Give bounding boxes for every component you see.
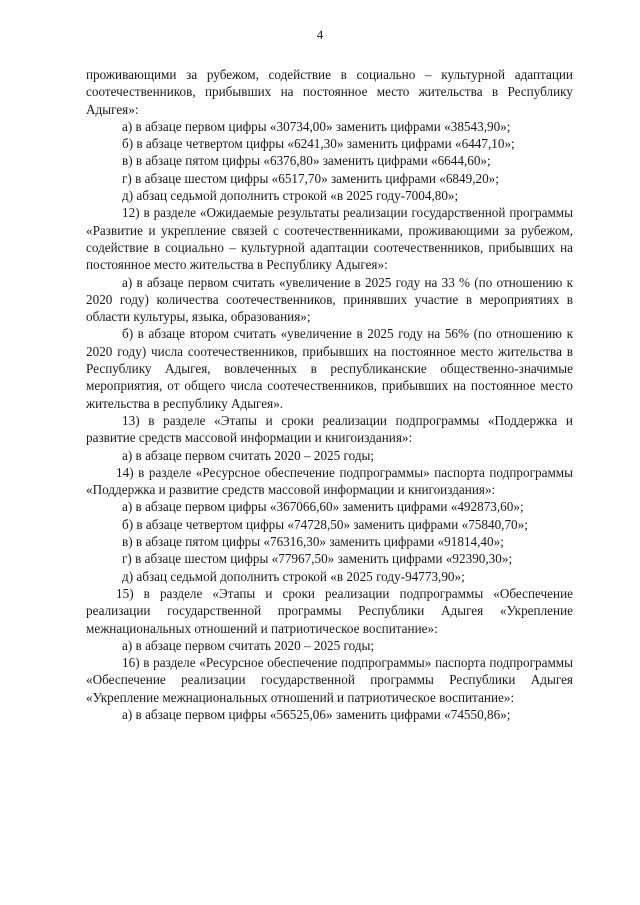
paragraph: а) в абзаце первом цифры «30734,00» заменить цифрами «38543,90»; bbox=[122, 118, 511, 134]
paragraph: в) в абзаце пятом цифры «6376,80» заменить цифрами «6644,60»; bbox=[122, 153, 491, 169]
paragraph: а) в абзаце первом цифры «367066,60» заменить цифрами «492873,60»; bbox=[122, 499, 524, 515]
paragraph: д) абзац седьмой дополнить строкой «в 2025 году-7004,80»; bbox=[122, 188, 459, 204]
paragraph: б) в абзаце четвертом цифры «6241,30» заменить цифрами «6447,10»; bbox=[122, 136, 515, 152]
paragraph: 16) в разделе «Ресурсное обеспечение подпрограммы» паспорта подпрограммы «Обеспечение реализации государственной программы Республики Адыгея «Укрепление межнациональных отношений и патриотическое воспитание»: bbox=[86, 655, 573, 705]
document-body bbox=[86, 66, 573, 723]
paragraph: проживающими за рубежом, содействие в социально – культурной адаптации соотечественников, прибывших на постоянное место жительства в Республику Адыгея»: bbox=[86, 67, 573, 117]
paragraph: а) в абзаце первом считать 2020 – 2025 годы; bbox=[122, 447, 375, 463]
paragraph: 12) в разделе «Ожидаемые результаты реализации государственной программы «Развитие и укрепление связей с соотечественниками, проживающими за рубежом, содействие в социально – культурной адаптации соотечественников, прибывших на постоянное место жительства в Республику Адыгея»: bbox=[86, 205, 573, 273]
paragraph: а) в абзаце первом считать «увеличение в 2025 году на 33 % (по отношению к 2020 году) количества соотечественников, принявших участие в мероприятиях в области культуры, языка, образования»; bbox=[86, 274, 573, 325]
paragraph: б) в абзаце четвертом цифры «74728,50» заменить цифрами «75840,70»; bbox=[122, 516, 528, 532]
paragraph: а) в абзаце первом считать 2020 – 2025 годы; bbox=[122, 637, 375, 653]
paragraph: в) в абзаце пятом цифры «76316,30» заменить цифрами «91814,40»; bbox=[122, 534, 504, 550]
paragraph: 13) в разделе «Этапы и сроки реализации подпрограммы «Поддержка и развитие средств массовой информации и книгоиздания»: bbox=[86, 412, 573, 446]
paragraph: г) в абзаце шестом цифры «6517,70» заменить цифрами «6849,20»; bbox=[122, 170, 499, 186]
paragraph: г) в абзаце шестом цифры «77967,50» заменить цифрами «92390,30»; bbox=[122, 551, 513, 567]
paragraph: д) абзац седьмой дополнить строкой «в 2025 году-94773,90»; bbox=[122, 568, 465, 584]
paragraph: б) в абзаце втором считать «увеличение в 2025 году на 56% (по отношению к 2020 году) числа соотечественников, прибывших на постоянное место жительства в Республику Адыгея, вовлеченных в республиканские общественно-значимые мероприятия, от общего числа соотечественников, прибывших на постоянное место жительства в республику Адыгея». bbox=[86, 326, 573, 411]
paragraph: а) в абзаце первом цифры «56525,06» заменить цифрами «74550,86»; bbox=[122, 706, 511, 722]
paragraph: 15) в разделе «Этапы и сроки реализации подпрограммы «Обеспечение реализации государственной программы Республики Адыгея «Укрепление межнациональных отношений и патриотическое воспитание»: bbox=[86, 585, 573, 636]
paragraph: 14) в разделе «Ресурсное обеспечение подпрограммы» паспорта подпрограммы «Поддержка и развитие средств массовой информации и книгоиздания»: bbox=[86, 464, 573, 498]
page-number: 4 bbox=[316, 27, 324, 42]
